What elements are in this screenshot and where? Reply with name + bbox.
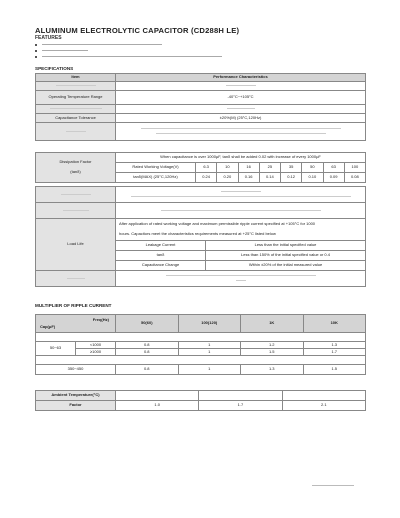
load-life-conditions: [116, 219, 366, 241]
voltage-group-2: 350~450: [36, 365, 116, 375]
col-item-header: Item: [36, 74, 116, 82]
op-temp-value: -40°C~+105°C: [116, 91, 366, 105]
cap-label: Cap(μF): [40, 324, 56, 330]
spec-blank-rows: [35, 186, 366, 219]
load-life-label: Load Life: [36, 219, 116, 271]
factor-value: 2.1: [282, 401, 365, 411]
document-title: ALUMINUM ELECTROLYTIC CAPACITOR (CD288H LE): [35, 26, 240, 35]
ripple-cap: <1000: [76, 342, 116, 349]
df-tan-value: 0.14: [259, 173, 280, 183]
ripple-value: 1.3: [303, 342, 366, 349]
df-voltage: 50: [302, 163, 323, 173]
df-voltage: 25: [259, 163, 280, 173]
df-label: Dissipation Factor: [59, 159, 92, 165]
df-tan-value: 0.10: [302, 173, 323, 183]
feature-bullet-3: [35, 54, 222, 59]
ripple-value: 1.5: [303, 365, 366, 375]
ripple-value: 1.3: [241, 365, 304, 375]
spec-row-cap-tol: [36, 114, 366, 123]
df-voltage: 100: [344, 163, 365, 173]
freq-header: 1K: [241, 315, 304, 333]
dissipation-factor-table: [35, 152, 366, 183]
ripple-row: [36, 342, 366, 349]
factor-row: [36, 401, 366, 411]
load-value: Less than the initial specified value: [206, 241, 366, 251]
spec-row-blank-3: [36, 123, 366, 141]
ripple-value: 0.8: [116, 349, 179, 356]
load-value: Less than 150% of the initial specified value or 0.4: [206, 251, 366, 261]
ripple-value: 0.8: [116, 365, 179, 375]
specifications-table: [35, 73, 366, 141]
spec-row-blank-1: [36, 82, 366, 91]
factor-value: 1.7: [199, 401, 282, 411]
ripple-value: 1: [178, 365, 241, 375]
load-value: Within ±20% of the initial measured value: [206, 261, 366, 271]
freq-header: 100(120): [178, 315, 241, 333]
df-voltage: 63: [323, 163, 344, 173]
df-voltage: 10: [217, 163, 238, 173]
df-voltage: 6.3: [196, 163, 217, 173]
ripple-heading: MULTIPLIER OF RIPPLE CURRENT: [35, 303, 112, 308]
freq-header: 50(60): [116, 315, 179, 333]
cap-tol-value: ±20%(M) (25°C,120Hz): [116, 114, 366, 123]
freq-header: 10K: [303, 315, 366, 333]
df-tan-value: 0.16: [238, 173, 259, 183]
ripple-row: [36, 365, 366, 375]
load-life-text-1: After application of rated working voltage and maximum permissible ripple current specified at +105°C for 1000: [119, 221, 316, 227]
df-sub-label: (tanδ): [70, 168, 81, 174]
df-tan-label: tanδ(MAX) (25°C,120Hz): [116, 173, 196, 183]
spec-row-op-temp: [36, 91, 366, 105]
spec-header-row: [36, 74, 366, 82]
temperature-factor-table: [35, 390, 366, 411]
freq-label: Freq(Hz): [92, 317, 109, 322]
df-tan-value: 0.12: [281, 173, 302, 183]
ripple-value: 1: [178, 349, 241, 356]
ripple-value: 0.8: [116, 342, 179, 349]
features-heading: FEATURES: [35, 35, 62, 41]
load-item: Leakage Current: [116, 241, 206, 251]
ambient-label: Ambient Temperature(°C): [36, 391, 116, 401]
ambient-row: [36, 391, 366, 401]
load-item: tanδ: [116, 251, 206, 261]
df-note: When capacitance is over 1000μF, tanδ shall be added 0.02 with increase of every 1000μF: [116, 153, 366, 163]
specifications-heading: SPECIFICATIONS: [35, 66, 74, 71]
factor-value: 1.0: [116, 401, 199, 411]
ripple-cap: ≥1000: [76, 349, 116, 356]
df-voltage: 35: [281, 163, 302, 173]
spec-row-blank-2: [36, 105, 366, 114]
df-tan-value: 0.09: [323, 173, 344, 183]
df-voltage: 16: [238, 163, 259, 173]
op-temp-label: Operating Temperature Range: [36, 91, 116, 105]
feature-bullet-2: [35, 48, 88, 53]
load-item: Capacitance Change: [116, 261, 206, 271]
df-tan-value: 0.24: [196, 173, 217, 183]
factor-label: Factor: [36, 401, 116, 411]
ripple-corner: [36, 315, 116, 333]
page-footer: [312, 477, 354, 495]
voltage-group-1: 50~63: [36, 342, 76, 356]
ripple-value: 1.2: [241, 342, 304, 349]
ripple-row: [36, 349, 366, 356]
df-voltage-label: Rated Working Voltage(V): [116, 163, 196, 173]
df-tan-value: 0.08: [344, 173, 365, 183]
df-tan-value: 0.20: [217, 173, 238, 183]
load-life-table: [35, 218, 366, 271]
feature-bullet-1: [35, 42, 162, 47]
ripple-table: [35, 314, 366, 375]
ripple-value: 1.7: [303, 349, 366, 356]
load-life-text-2: hours. Capacitors meet the characteristics requirements measured at +25°C listed below: [119, 230, 276, 236]
ripple-value: 1.5: [241, 349, 304, 356]
spec-blank-rows-2: [35, 270, 366, 287]
ripple-value: 1: [178, 342, 241, 349]
col-performance-header: Performance Characteristics: [116, 74, 366, 82]
ripple-header-row: [36, 315, 366, 333]
df-label-cell: [36, 153, 116, 183]
cap-tol-label: Capacitance Tolerance: [36, 114, 116, 123]
